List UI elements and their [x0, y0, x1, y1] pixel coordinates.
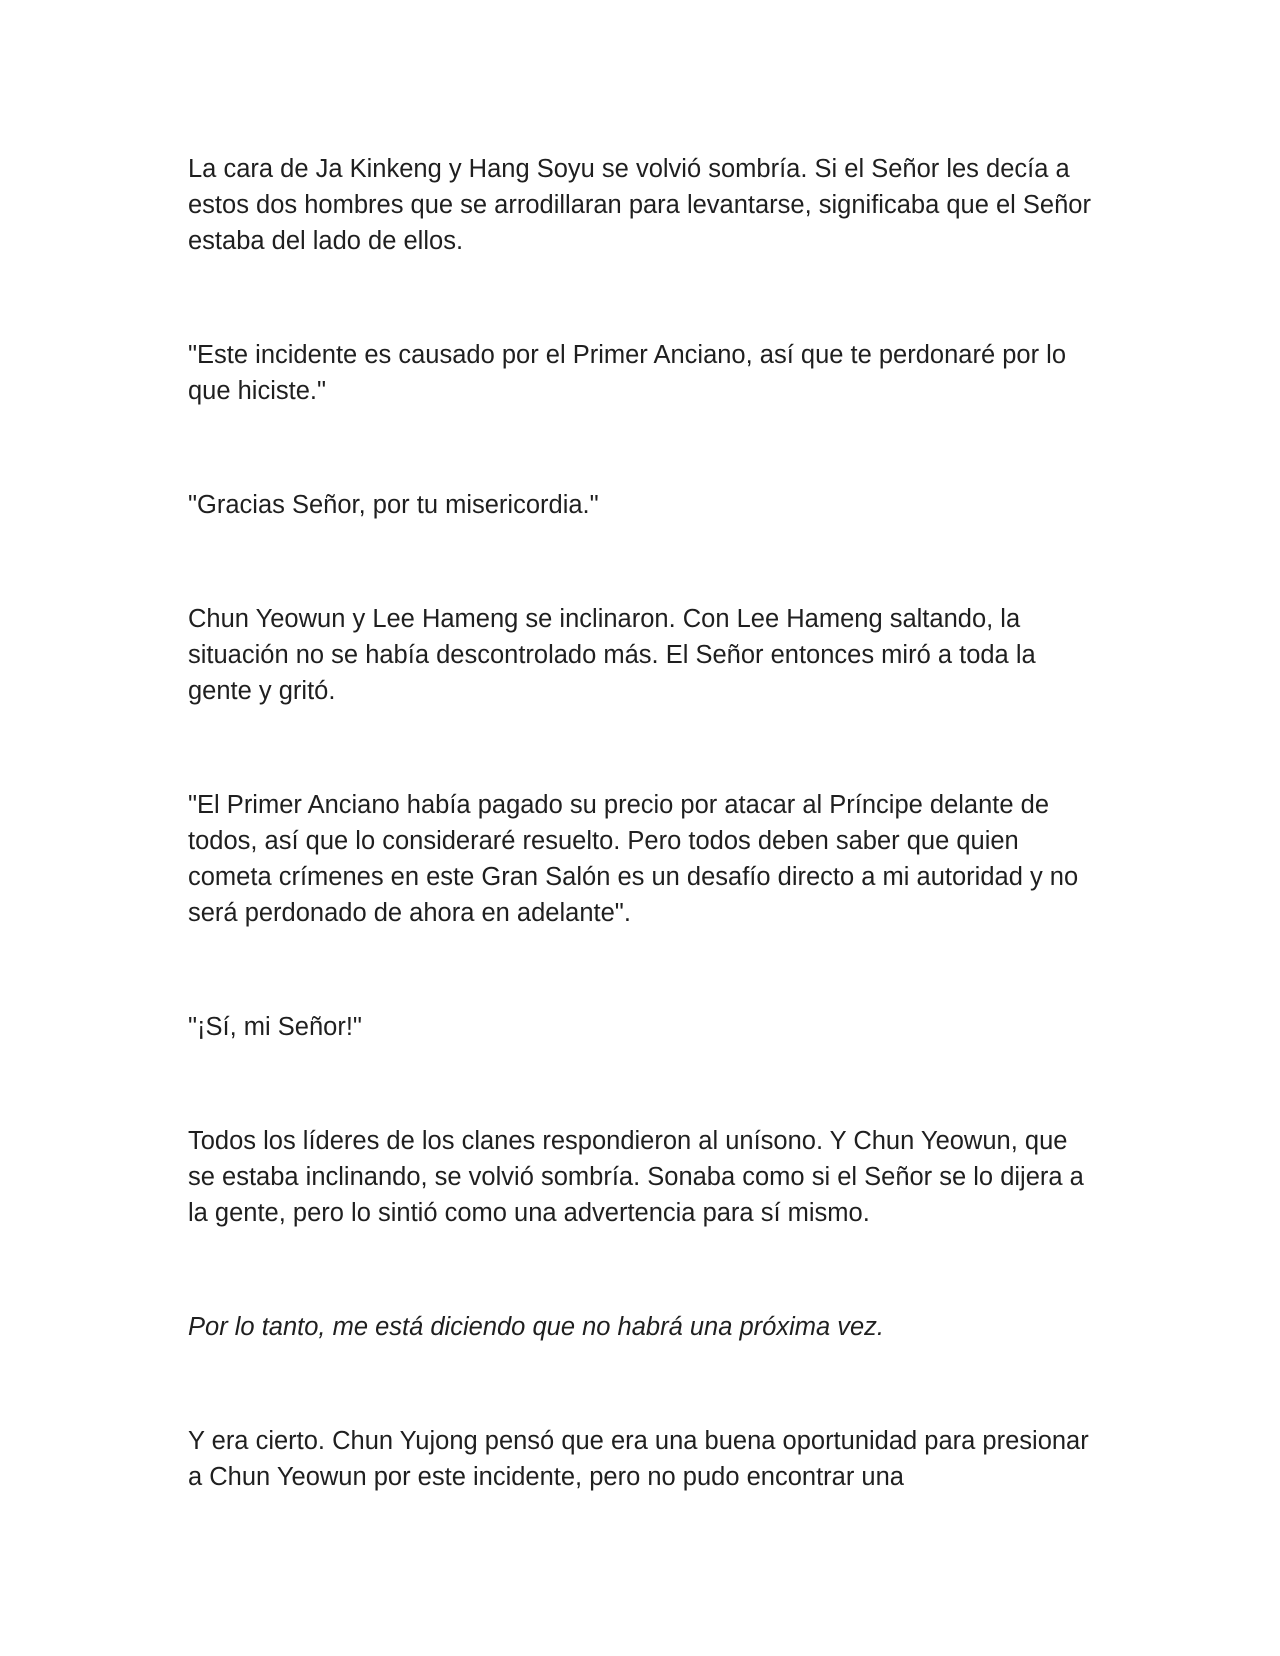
paragraph-gap — [188, 523, 1093, 601]
paragraph-3: "Gracias Señor, por tu misericordia." — [188, 491, 599, 519]
document-body — [188, 151, 1093, 1495]
paragraph-gap — [188, 1345, 1093, 1423]
paragraph-gap — [188, 709, 1093, 787]
paragraph-gap — [188, 259, 1093, 337]
paragraph-2: "Este incidente es causado por el Primer Anciano, así que te perdonaré por lo que hiciste." — [188, 341, 1066, 405]
paragraph-5: "El Primer Anciano había pagado su precio por atacar al Príncipe delante de todos, así que lo consideraré resuelto. Pero todos deben saber que quien cometa crímenes en este Gran Salón es un desafío directo a mi autoridad y no será perdonado de ahora en adelante". — [188, 791, 1079, 927]
paragraph-7: Todos los líderes de los clanes respondieron al unísono. Y Chun Yeowun, que se estaba inclinando, se volvió sombría. Sonaba como si el Señor se lo dijera a la gente, pero lo sintió como una advertencia para sí mismo. — [188, 1127, 1084, 1227]
paragraph-9: Y era cierto. Chun Yujong pensó que era una buena oportunidad para presionar a Chun Yeowun por este incidente, pero no pudo encontrar una — [188, 1427, 1089, 1491]
paragraph-gap — [188, 931, 1093, 1009]
paragraph-4: Chun Yeowun y Lee Hameng se inclinaron. Con Lee Hameng saltando, la situación no se había descontrolado más. El Señor entonces miró a toda la gente y gritó. — [188, 605, 1036, 705]
paragraph-8-italic: Por lo tanto, me está diciendo que no habrá una próxima vez. — [188, 1313, 885, 1341]
paragraph-6: "¡Sí, mi Señor!" — [188, 1013, 362, 1041]
paragraph-gap — [188, 1231, 1093, 1309]
paragraph-gap — [188, 409, 1093, 487]
paragraph-1: La cara de Ja Kinkeng y Hang Soyu se volvió sombría. Si el Señor les decía a estos dos hombres que se arrodillaran para levantarse, significaba que el Señor estaba del lado de ellos. — [188, 155, 1091, 255]
paragraph-gap — [188, 1045, 1093, 1123]
